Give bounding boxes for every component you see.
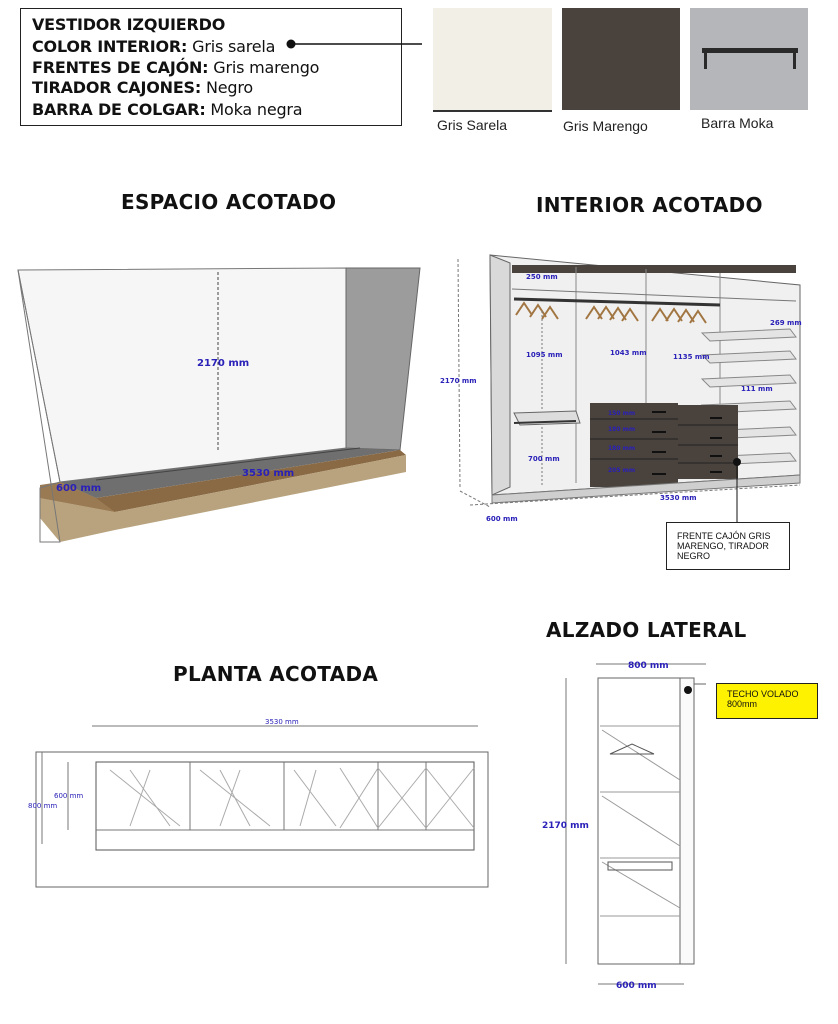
drawer-dim-4: 205 mm [608, 467, 636, 474]
alzado-height-label: 2170 mm [542, 821, 589, 831]
interior-hang3-label: 1135 mm [673, 353, 710, 361]
planta-inner-depth-label: 600 mm [54, 792, 84, 800]
spec-row-barra: BARRA DE COLGAR: Moka negra [32, 100, 303, 119]
interior-depth-label: 600 mm [486, 515, 518, 523]
espacio-depth-label: 600 mm [56, 483, 102, 494]
swatch-gris-sarela [433, 8, 552, 112]
interior-width-label: 3530 mm [660, 494, 697, 502]
swatch-barra-moka [690, 8, 808, 110]
drawer-note-text: FRENTE CAJÓN GRIS MARENGO, TIRADOR NEGRO [677, 531, 771, 561]
interior-top-label: 250 mm [526, 273, 558, 281]
planta-outer-depth-label: 800 mm [28, 802, 58, 810]
drawer-dim-2: 180 mm [608, 426, 636, 433]
title-espacio-acotado: ESPACIO ACOTADO [121, 190, 337, 214]
title-interior-acotado: INTERIOR ACOTADO [536, 193, 763, 217]
spec-title: VESTIDOR IZQUIERDO [32, 15, 226, 34]
techo-note-text: TECHO VOLADO 800mm [727, 689, 799, 709]
espacio-acotado-drawing [0, 250, 430, 550]
interior-hang1-label: 1095 mm [526, 351, 563, 359]
drawer-dim-3: 180 mm [608, 445, 636, 452]
interior-lower-label: 700 mm [528, 455, 560, 463]
interior-height-label: 2170 mm [440, 377, 477, 385]
swatch-label-sarela: Gris Sarela [437, 117, 508, 133]
interior-side-label: 269 mm [770, 319, 802, 327]
planta-width-label: 3530 mm [265, 718, 299, 726]
alzado-top-label: 800 mm [628, 661, 669, 671]
alzado-bottom-label: 600 mm [616, 981, 657, 991]
techo-note-box [716, 683, 818, 719]
swatch-gris-marengo [562, 8, 680, 110]
swatch-label-marengo: Gris Marengo [563, 118, 648, 134]
interior-shelf-label: 111 mm [741, 385, 773, 393]
hanging-rail-icon [690, 8, 808, 110]
interior-hang2-label: 1043 mm [610, 349, 647, 357]
spec-row-tirador: TIRADOR CAJONES: Negro [32, 78, 253, 97]
spec-row-frentes: FRENTES DE CAJÓN: Gris marengo [32, 58, 320, 77]
drawer-note-box [666, 522, 790, 570]
espacio-width-label: 3530 mm [242, 468, 295, 479]
title-planta-acotada: PLANTA ACOTADA [173, 662, 379, 686]
spec-row-interior: COLOR INTERIOR: Gris sarela [32, 37, 276, 56]
swatch-label-moka: Barra Moka [701, 115, 774, 131]
planta-acotada-drawing [20, 710, 500, 900]
title-alzado-lateral: ALZADO LATERAL [546, 618, 747, 642]
drawer-dim-1: 150 mm [608, 410, 636, 417]
espacio-height-label: 2170 mm [197, 358, 250, 369]
